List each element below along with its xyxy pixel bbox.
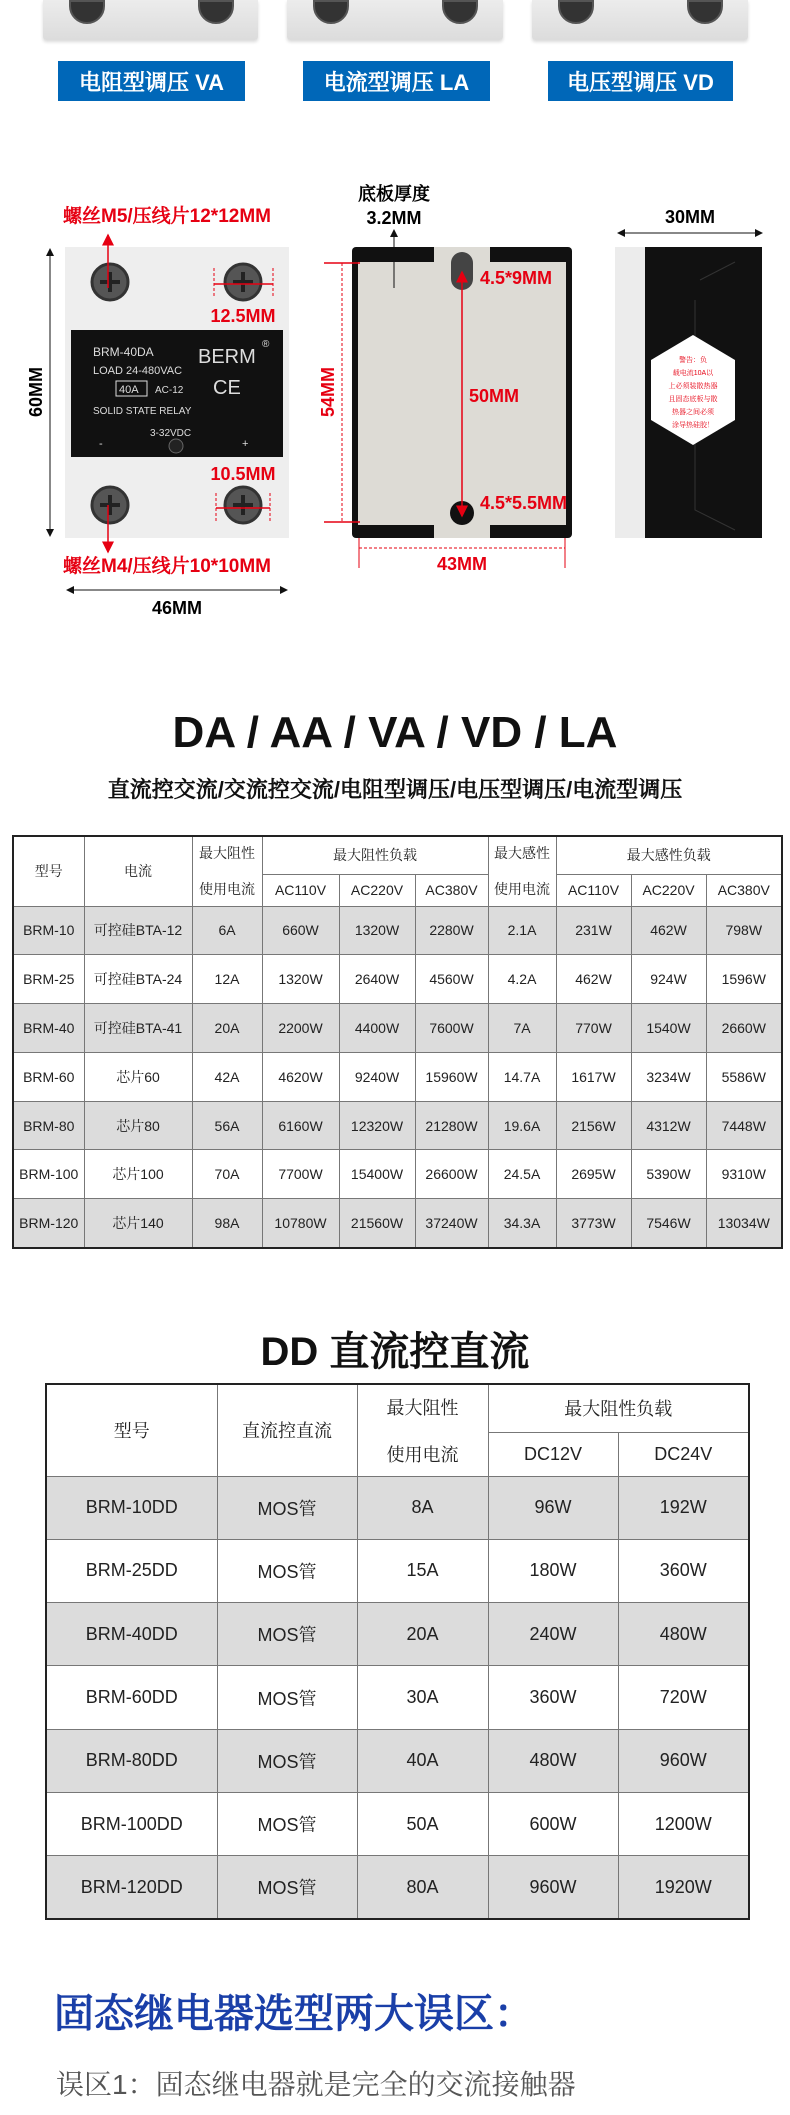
series-subtitle: 直流控交流/交流控交流/电阻型调压/电压型调压/电流型调压 [107,777,683,802]
dim-54: 54MM [318,366,338,418]
table-cell: 40A [357,1729,488,1792]
ac-spec-table: 型号 电流 最大阻性 使用电流 最大阻性负载 最大感性 使用电流 最大感性负载 AC110V AC220V AC380V AC110V AC220V AC380V BRM-10 可控硅BTA-12 6A 660W 1320W 2280W 2.1A 231W 462W 798W BRM-25 可控硅BTA-24 12A 1320W 2640W 4560W 4.2A 462W 924W 1596W BRM-40 可控硅BTA-41 20A 2200W 4400W 7600W 7A 770W 1540W 2660W BRM-60 芯片60 42A 4620W 9240W 15960W 14.7A 1617W 3234W 5586W BRM-80 芯片80 56A 6160W 12320W 21280W 19.6A 2156W 4312W 7448W BRM-100 芯片100 70A 7700W 15400W 26600W 24.5A 2695W 5390W 9310W BRM-120 芯片140 98A 10780W 21560W 37240W 34.3A 3773W 7546W 13034W [12,835,783,1249]
header-max-ind-load: 最大感性负载 [556,836,782,874]
table-cell: 20A [192,1004,262,1053]
table-cell: 2660W [706,1004,782,1053]
table-row [13,906,782,955]
table-cell: 2156W [556,1101,631,1150]
label-vd: 电压型调压 VD [548,61,733,101]
table-cell: 6160W [262,1101,339,1150]
table-cell: MOS管 [217,1539,357,1602]
table-cell: 34.3A [488,1199,556,1248]
header-current: 电流 [84,836,192,906]
header-max-res-current: 最大阻性 使用电流 [192,836,262,906]
table-cell: 7600W [415,1004,488,1053]
table-row [13,1101,782,1150]
dimension-diagram [0,0,790,640]
table-cell: 可控硅BTA-12 [84,906,192,955]
table-cell: 可控硅BTA-24 [84,955,192,1004]
table-cell: 180W [488,1539,618,1602]
table-row [46,1666,749,1729]
header-type: 直流控直流 [217,1384,357,1476]
table-cell: BRM-120DD [46,1856,217,1919]
table-cell: 1920W [618,1856,749,1919]
screw-top-label: 螺丝M5/压线片12*12MM [63,206,271,227]
base-thickness: 3.2MM [366,208,422,228]
header-max-ind-current: 最大感性 使用电流 [488,836,556,906]
table-cell: 231W [556,906,631,955]
table-cell: 3234W [631,1052,706,1101]
table-cell: 360W [618,1539,749,1602]
table-cell: 10780W [262,1199,339,1248]
table-cell: 798W [706,906,782,955]
table-cell: 7A [488,1004,556,1053]
table-cell: 芯片100 [84,1150,192,1199]
dim-12-5: 12.5MM [210,306,276,326]
dim-10-5: 10.5MM [210,464,276,484]
table-cell: BRM-25 [13,955,84,1004]
table-cell: 960W [618,1729,749,1792]
label-la: 电流型调压 LA [303,61,490,101]
dim-46: 46MM [151,598,203,618]
table-row [13,955,782,1004]
dim-60: 60MM [26,366,46,418]
table-cell: 360W [488,1666,618,1729]
table-cell: 15960W [415,1052,488,1101]
registered-mark: ® [262,339,270,350]
header-max-res-load: 最大阻性负载 [488,1384,749,1432]
header-max-res-current: 最大阻性 使用电流 [357,1384,488,1476]
table-cell: 42A [192,1052,262,1101]
table-cell: 70A [192,1150,262,1199]
dd-title: DD 直流控直流 [260,1330,530,1374]
plate-type: SOLID STATE RELAY [93,406,192,417]
table-cell: 2280W [415,906,488,955]
table-cell: 192W [618,1476,749,1539]
table-cell: BRM-25DD [46,1539,217,1602]
table-row [13,1150,782,1199]
table-cell: 21280W [415,1101,488,1150]
table-cell: 13034W [706,1199,782,1248]
table-cell: 7700W [262,1150,339,1199]
header-model: 型号 [46,1384,217,1476]
table-cell: 240W [488,1603,618,1666]
dim-43: 43MM [436,554,488,574]
table-cell: 480W [488,1729,618,1792]
table-cell: 660W [262,906,339,955]
table-cell: 480W [618,1603,749,1666]
table-cell: 4312W [631,1101,706,1150]
table-cell: 5586W [706,1052,782,1101]
table-row [46,1603,749,1666]
misconception-1: 误区1：固态继电器就是完全的交流接触器 [56,2069,576,2100]
table-cell: 9240W [339,1052,415,1101]
table-cell: BRM-10DD [46,1476,217,1539]
table-cell: 芯片140 [84,1199,192,1248]
table-cell: 芯片80 [84,1101,192,1150]
table-cell: 15400W [339,1150,415,1199]
table-cell: BRM-60 [13,1052,84,1101]
table-cell: 1596W [706,955,782,1004]
table-cell: BRM-100 [13,1150,84,1199]
table-row [13,1052,782,1101]
table-row [46,1539,749,1602]
table-row [46,1792,749,1855]
table-cell: 2640W [339,955,415,1004]
table-cell: 19.6A [488,1101,556,1150]
table-cell: BRM-80 [13,1101,84,1150]
table-cell: 21560W [339,1199,415,1248]
header-max-res-load: 最大阻性负载 [262,836,488,874]
plate-load: LOAD 24-480VAC [93,365,183,377]
table-cell: 2695W [556,1150,631,1199]
plate-control: 3-32VDC [150,428,192,439]
table-cell: 1320W [262,955,339,1004]
svg-text:上必须装散热器: 上必须装散热器 [668,383,718,390]
plate-minus: - [99,438,103,450]
table-cell: BRM-40 [13,1004,84,1053]
table-cell: 600W [488,1792,618,1855]
table-cell: 1320W [339,906,415,955]
table-cell: 56A [192,1101,262,1150]
table-cell: 3773W [556,1199,631,1248]
table-cell: MOS管 [217,1856,357,1919]
table-row [46,1729,749,1792]
hole-spacing-dim: 50MM [469,386,520,406]
table-cell: MOS管 [217,1603,357,1666]
table-cell: 7546W [631,1199,706,1248]
table-cell: 80A [357,1856,488,1919]
table-cell: 1617W [556,1052,631,1101]
table-cell: 5390W [631,1150,706,1199]
table-cell: 2.1A [488,906,556,955]
series-title: DA / AA / VA / VD / LA [172,708,618,757]
table-cell: MOS管 [217,1476,357,1539]
svg-text:警告：负: 警告：负 [679,357,707,364]
table-cell: 8A [357,1476,488,1539]
table-cell: 770W [556,1004,631,1053]
table-cell: MOS管 [217,1792,357,1855]
table-cell: 6A [192,906,262,955]
svg-text:热器之间必须: 热器之间必须 [672,409,714,416]
table-cell: 462W [631,906,706,955]
table-cell: 50A [357,1792,488,1855]
plate-ac: AC-12 [155,385,184,396]
svg-text:且固态底板与散: 且固态底板与散 [668,396,718,403]
slot-top-dim: 4.5*9MM [480,268,553,288]
table-cell: 4.2A [488,955,556,1004]
table-cell: 924W [631,955,706,1004]
table-cell: BRM-40DD [46,1603,217,1666]
table-row [13,1004,782,1053]
table-cell: 1200W [618,1792,749,1855]
table-cell: BRM-10 [13,906,84,955]
table-cell: MOS管 [217,1729,357,1792]
table-cell: BRM-100DD [46,1792,217,1855]
svg-text:涂导热硅胶！: 涂导热硅胶！ [672,422,714,429]
table-cell: 12320W [339,1101,415,1150]
table-row [46,1476,749,1539]
table-cell: 15A [357,1539,488,1602]
table-cell: BRM-80DD [46,1729,217,1792]
table-cell: 24.5A [488,1150,556,1199]
table-cell: 14.7A [488,1052,556,1101]
table-cell: 462W [556,955,631,1004]
table-cell: 37240W [415,1199,488,1248]
label-va: 电阻型调压 VA [58,61,245,101]
screw-bottom-label: 螺丝M4/压线片10*10MM [63,556,271,577]
table-cell: BRM-60DD [46,1666,217,1729]
table-cell: 7448W [706,1101,782,1150]
plate-plus: + [242,438,249,450]
table-cell: 720W [618,1666,749,1729]
table-cell: 98A [192,1199,262,1248]
table-row [46,1856,749,1919]
dim-30: 30MM [664,207,716,227]
base-thickness-label: 底板厚度 [358,184,430,204]
slot-bottom-dim: 4.5*5.5MM [480,493,568,513]
table-cell: 芯片60 [84,1052,192,1101]
relay-front-view [65,247,289,538]
table-cell: 2200W [262,1004,339,1053]
plate-model: BRM-40DA [93,345,154,359]
table-cell: 9310W [706,1150,782,1199]
header-model: 型号 [13,836,84,906]
brand-logo: BERM [198,346,256,368]
table-cell: 960W [488,1856,618,1919]
table-cell: 30A [357,1666,488,1729]
plate-current: 40A [119,384,139,396]
table-cell: 96W [488,1476,618,1539]
table-cell: 12A [192,955,262,1004]
table-cell: 20A [357,1603,488,1666]
table-cell: MOS管 [217,1666,357,1729]
table-row [13,1199,782,1248]
table-cell: 4560W [415,955,488,1004]
svg-text:载电流10A以: 载电流10A以 [672,370,714,377]
table-cell: BRM-120 [13,1199,84,1248]
table-cell: 4620W [262,1052,339,1101]
table-cell: 可控硅BTA-41 [84,1004,192,1053]
table-cell: 26600W [415,1150,488,1199]
relay-side-view [615,247,762,538]
ce-mark: CE [213,377,241,399]
misconception-title: 固态继电器选型两大误区： [54,1992,534,2036]
table-cell: 4400W [339,1004,415,1053]
dc-spec-table: 型号 直流控直流 最大阻性 使用电流 最大阻性负载 DC12V DC24V BRM-10DD MOS管 8A 96W 192W BRM-25DD MOS管 15A 180W 360W BRM-40DD MOS管 20A 240W 480W BRM-60DD MOS管 30A 360W 720W BRM-80DD MOS管 40A 480W 960W BRM-100DD MOS管 50A 600W 1200W BRM-120DD MOS管 80A 960W 1920W [45,1383,750,1920]
table-cell: 1540W [631,1004,706,1053]
